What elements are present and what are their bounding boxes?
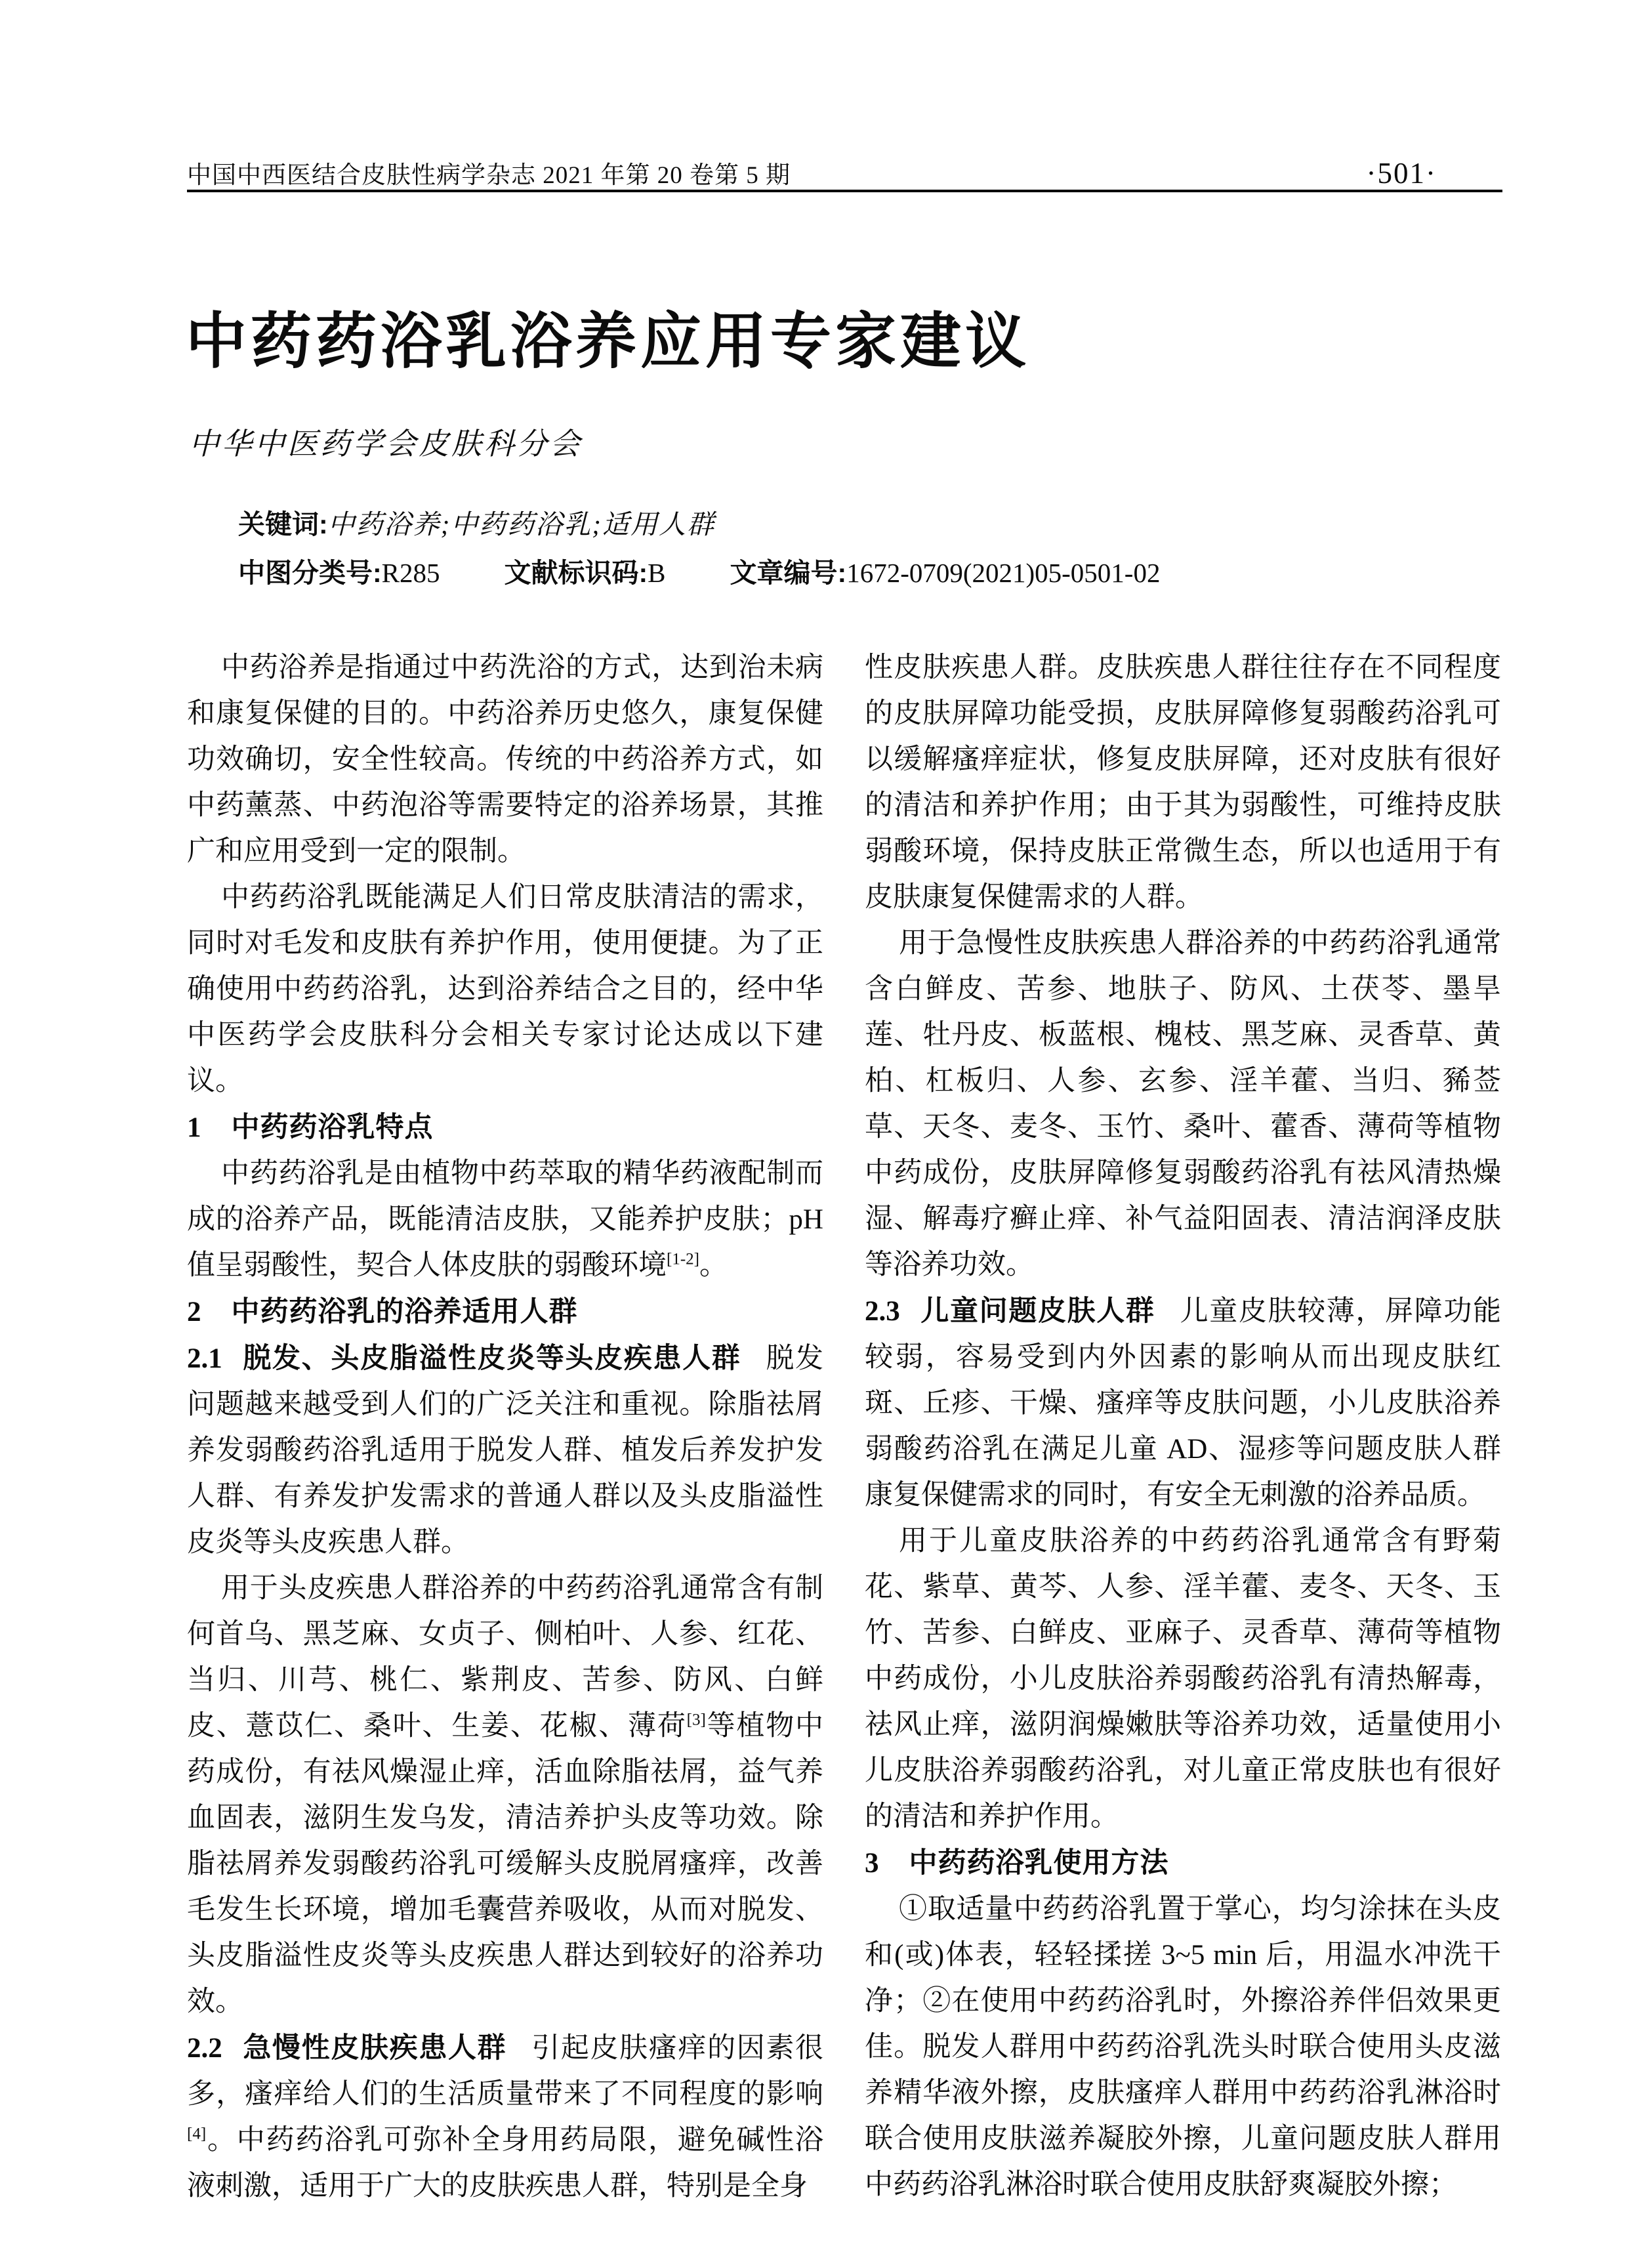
paragraph-text: 用于头皮疾患人群浴养的中药药浴乳通常含有制何首乌、黑芝麻、女贞子、侧柏叶、人参、红花、当归、川芎、桃仁、紫荆皮、苦参、防风、白鲜皮、薏苡仁、桑叶、生姜、花椒、薄荷	[187, 1573, 823, 1742]
section-1-heading	[187, 1104, 823, 1151]
paragraph-intro-2: 中药药浴乳既能满足人们日常皮肤清洁的需求，同时对毛发和皮肤有养护作用，使用便捷。为了正确使用中药药浴乳，达到浴养结合之目的，经中华中医药学会皮肤科分会相关专家讨论达成以下建议。	[187, 882, 823, 1097]
page-header	[187, 155, 1502, 190]
article-id-label: 文章编号:	[730, 558, 847, 588]
section-number: 2	[187, 1297, 201, 1327]
subsection-2-1	[187, 1335, 823, 1566]
header-rule	[187, 190, 1502, 192]
right-column	[865, 645, 1501, 2208]
keywords-label: 关键词:	[238, 509, 328, 539]
subsection-2-2	[187, 2025, 823, 2209]
paragraph-text: 脱发问题越来越受到人们的广泛关注和重视。除脂祛屑养发弱酸药浴乳适用于脱发人群、植发后养发护发人群、有养发护发需求的普通人群以及头皮脂溢性皮炎等头皮疾患人群。	[187, 1343, 824, 1558]
keywords-line	[238, 500, 1160, 549]
section-title: 中药药浴乳特点	[231, 1112, 434, 1143]
reference-marker: [1-2]	[667, 1250, 699, 1268]
paragraph-usage: ①取适量中药药浴乳置于掌心，均匀涂抹在头皮和(或)体表，轻轻揉搓 3~5 min 后，用温水冲洗干净；②在使用中药药浴乳时，外擦浴养伴侣效果更佳。脱发人群用中药药浴乳洗头时联合使用头皮滋养精华液外擦，皮肤瘙痒人群用中药药浴乳淋浴时联合使用皮肤滋养凝胶外擦，儿童问题皮肤人群用中药药浴乳淋浴时联合使用皮肤舒爽凝胶外擦；	[865, 1894, 1501, 2200]
article-meta	[238, 500, 1160, 597]
subsection-title: 脱发、头皮脂溢性皮炎等头皮疾患人群	[241, 1343, 741, 1374]
clc-value: R285	[381, 558, 440, 588]
journal-title: 中国中西医结合皮肤性病学杂志 2021 年第 20 卷第 5 期	[187, 162, 791, 189]
reference-marker: [4]	[187, 2125, 207, 2143]
subsection-number: 2.2	[187, 2033, 222, 2064]
article-id-value: 1672-0709(2021)05-0501-02	[846, 558, 1161, 588]
section-title: 中药药浴乳的浴养适用人群	[231, 1296, 578, 1327]
section-3-heading	[865, 1840, 1501, 1887]
subsection-title: 急慢性皮肤疾患人群	[241, 2032, 507, 2064]
paragraph-text: 儿童皮肤较薄，屏障功能较弱，容易受到内外因素的影响从而出现皮肤红斑、丘疹、干燥、瘙痒等皮肤问题，小儿皮肤浴养弱酸药浴乳在满足儿童 AD、湿疹等问题皮肤人群康复保健需求的同时，有安全无刺激的浴养品质。	[865, 1296, 1502, 1511]
section-number: 3	[865, 1848, 879, 1879]
doc-code-value: B	[648, 558, 666, 588]
paragraph-section-1	[187, 1151, 823, 1289]
reference-marker: [3]	[686, 1711, 706, 1729]
classification-line	[238, 549, 1160, 597]
left-column	[187, 645, 823, 2209]
paragraph-text: 。中药药浴乳可弥补全身用药局限，避免碱性浴液刺激，适用于广大的皮肤疾患人群，特别是全身	[187, 2125, 823, 2202]
paragraph-skin-herbs: 用于急慢性皮肤疾患人群浴养的中药药浴乳通常含白鲜皮、苦参、地肤子、防风、土茯苓、墨旱莲、牡丹皮、板蓝根、槐枝、黑芝麻、灵香草、黄柏、杠板归、人参、玄参、淫羊藿、当归、豨莶草、天冬、麦冬、玉竹、桑叶、藿香、薄荷等植物中药成份，皮肤屏障修复弱酸药浴乳有祛风清热燥湿、解毒疗癣止痒、补气益阳固表、清洁润泽皮肤等浴养功效。	[865, 928, 1501, 1280]
paragraph-children-herbs: 用于儿童皮肤浴养的中药药浴乳通常含有野菊花、紫草、黄芩、人参、淫羊藿、麦冬、天冬、玉竹、苦参、白鲜皮、亚麻子、灵香草、薄荷等植物中药成份，小儿皮肤浴养弱酸药浴乳有清热解毒，祛风止痒，滋阴润燥嫩肤等浴养功效，适量使用小儿皮肤浴养弱酸药浴乳，对儿童正常皮肤也有很好的清洁和养护作用。	[865, 1526, 1501, 1832]
section-2-heading	[187, 1289, 823, 1335]
article-author: 中华中医药学会皮肤科分会	[189, 427, 583, 461]
paragraph-scalp-herbs	[187, 1566, 823, 2025]
paragraph-text: 等植物中药成份，有祛风燥湿止痒，活血除脂祛屑，益气养血固表，滋阴生发乌发，清洁养护头皮等功效。除脂祛屑养发弱酸药浴乳可缓解头皮脱屑瘙痒，改善毛发生长环境，增加毛囊营养吸收，从而对脱发、头皮脂溢性皮炎等头皮疾患人群达到较好的浴养功效。	[187, 1711, 824, 2017]
section-title: 中药药浴乳使用方法	[909, 1847, 1169, 1879]
doc-code-label: 文献标识码:	[504, 558, 648, 588]
keywords-value: 中药浴养;中药药浴乳;适用人群	[327, 509, 715, 539]
article-title: 中药药浴乳浴养应用专家建议	[186, 308, 1030, 376]
paragraph-text: 中药药浴乳是由植物中药萃取的精华药液配制而成的浴养产品，既能清洁皮肤，又能养护皮肤；pH 值呈弱酸性，契合人体皮肤的弱酸环境	[187, 1158, 823, 1281]
subsection-title: 儿童问题皮肤人群	[919, 1295, 1155, 1327]
paragraph-intro-1: 中药浴养是指通过中药洗浴的方式，达到治未病和康复保健的目的。中药浴养历史悠久，康复保健功效确切，安全性较高。传统的中药浴养方式，如中药薰蒸、中药泡浴等需要特定的浴养场景，其推广和应用受到一定的限制。	[187, 652, 823, 867]
paragraph-text: 引起皮肤瘙痒的因素很多，瘙痒给人们的生活质量带来了不同程度的影响	[187, 2033, 824, 2110]
paragraph-text: 。	[699, 1250, 728, 1281]
section-number: 1	[187, 1112, 201, 1143]
subsection-2-3	[865, 1288, 1501, 1518]
clc-label: 中图分类号:	[238, 558, 382, 588]
subsection-number: 2.3	[865, 1296, 900, 1327]
page-number: ·501·	[1366, 157, 1437, 190]
paragraph-continuation: 性皮肤疾患人群。皮肤疾患人群往往存在不同程度的皮肤屏障功能受损，皮肤屏障修复弱酸药浴乳可以缓解瘙痒症状，修复皮肤屏障，还对皮肤有很好的清洁和养护作用；由于其为弱酸性，可维持皮肤弱酸环境，保持皮肤正常微生态，所以也适用于有皮肤康复保健需求的人群。	[865, 652, 1501, 913]
subsection-number: 2.1	[187, 1343, 222, 1374]
